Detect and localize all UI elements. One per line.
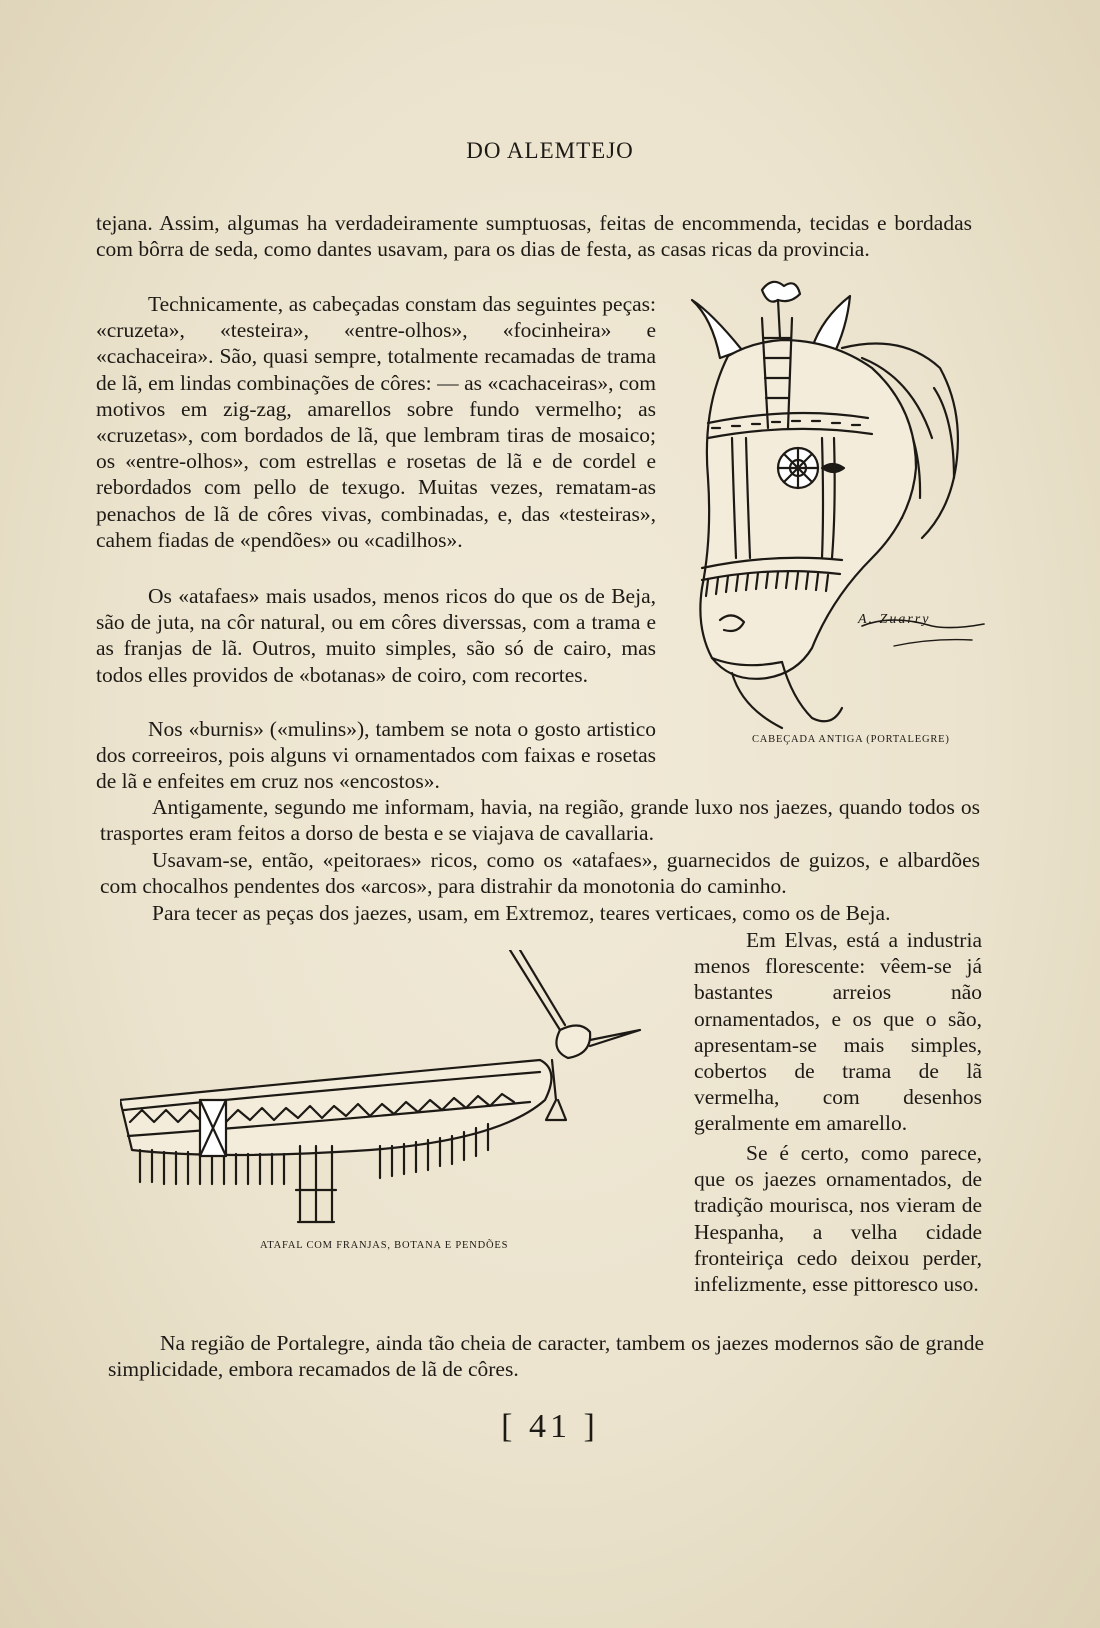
- horse-bridle-illustration: [672, 278, 992, 758]
- atafal-illustration: [120, 950, 660, 1270]
- paragraph: tejana. Assim, algumas ha verdadeiramente sumptuosas, feitas de encommenda, tecidas e bordadas com bôrra de seda, como dantes usavam, para os dias de festa, as casas ricas da provincia.: [96, 211, 972, 262]
- paragraph: Os «atafaes» mais usados, menos ricos do que os de Beja, são de juta, na côr natural, ou em côres diverssas, com a trama e as franjas de lã. Outros, muito simples, são só de cairo, mas todos elles providos de «botanas» de coiro, com recortes.: [96, 584, 656, 687]
- running-header: DO ALEMTEJO: [466, 138, 634, 163]
- paragraph: Nos «burnis» («mulins»), tambem se nota o gosto artistico dos correeiros, pois alguns vi ornamentados com faixas e rosetas de lã e enfeites em cruz nos «encostos».: [96, 717, 656, 794]
- paragraph: Para tecer as peças dos jaezes, usam, em Extremoz, teares verticaes, como os de Beja.: [152, 901, 891, 925]
- figure-caption: CABEÇADA ANTIGA (PORTALEGRE): [752, 734, 950, 745]
- paragraph: Na região de Portalegre, ainda tão cheia de caracter, tambem os jaezes modernos são de grande simplicidade, embora recamados de lã de côres.: [108, 1331, 984, 1382]
- paragraph: Se é certo, como parece, que os jaezes ornamentados, de tradição mourisca, nos vieram de Hespanha, a velha cidade fronteiriça cedo deixou perder, infelizmente, esse pittoresco uso.: [694, 1141, 982, 1297]
- paragraph: Em Elvas, está a industria menos florescente: vêem-se já bastantes arreios não ornamentados, e os que o são, apresentam-se mais simples, cobertos de trama de lã vermelha, com desenhos geralmente em amarello.: [694, 928, 982, 1136]
- figure-caption: ATAFAL COM FRANJAS, BOTANA E PENDÕES: [260, 1240, 509, 1251]
- paragraph: Usavam-se, então, «peitoraes» ricos, como os «atafaes», guarnecidos de guizos, e albardões com chocalhos pendentes dos «arcos», para distrahir da monotonia do caminho.: [100, 848, 980, 899]
- paragraph: Technicamente, as cabeçadas constam das seguintes peças: «cruzeta», «testeira», «entre-olhos», «focinheira» e «cachaceira». São, quasi sempre, totalmente recamadas de trama de lã, em lindas combinações de côres: — as «cachaceiras», com motivos em zig-zag, amarellos sobre fundo vermelho; as «cruzetas», com bordados de lã, que lembram tiras de mosaico; os «entre-olhos», com estrellas e rosetas de lã e de cordel e rebordados com pello de texugo. Muitas vezes, rematam-as penachos de lã de côres vivas, combinadas, e, das «testeiras», cahem fiadas de «pendões» ou «cadilhos».: [96, 292, 656, 552]
- page-number: [ 41 ]: [501, 1408, 599, 1445]
- paragraph: Antigamente, segundo me informam, havia, na região, grande luxo nos jaezes, quando todos os trasportes eram feitos a dorso de besta e se viajava de cavallaria.: [100, 795, 980, 846]
- artist-signature: A. Zuarry: [858, 612, 931, 627]
